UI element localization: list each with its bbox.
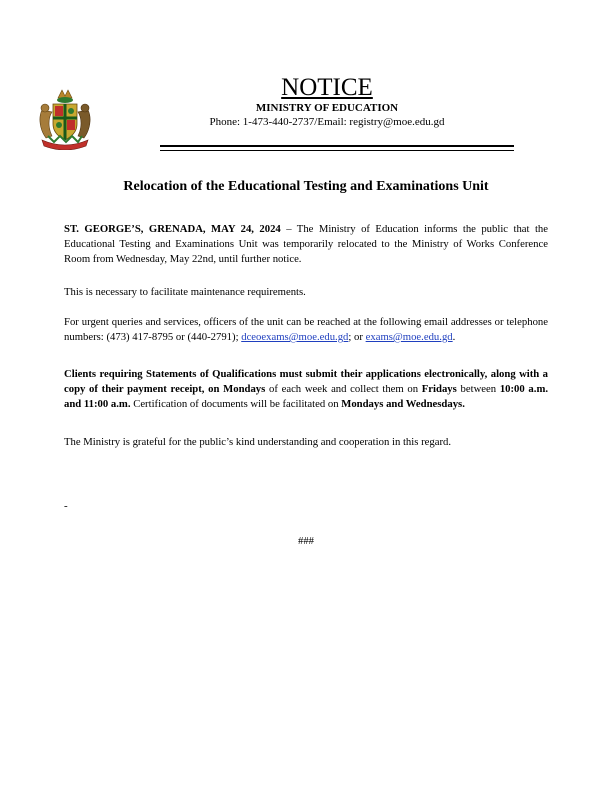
- paragraph-text: For urgent queries and services, officers of the unit can be reached at the following email addresses or telephone numbers: (473) 417-8795 or (440-2791);: [64, 316, 548, 343]
- paragraph-text: of each week and collect them on: [265, 383, 422, 395]
- stray-mark: -: [64, 500, 68, 512]
- paragraph-gratitude: The Ministry is grateful for the public’s kind understanding and cooperation in this regard.: [64, 436, 452, 448]
- paragraph-dateline: [64, 222, 548, 267]
- bold-text: Clients requiring Statements of Qualifications must submit their applications electronically, along with a copy of their payment receipt, on: [64, 368, 548, 395]
- bold-text: 10:00 a.m. and 11:00 a.m.: [64, 383, 549, 410]
- paragraph-contacts: [64, 315, 548, 345]
- paragraph-text: – The Ministry of Education informs the public that the Educational Testing and Examinations Unit was temporarily relocated to the Ministry of Works Conference Room from Wednesday, May 22nd, until further notice.: [64, 223, 548, 265]
- notice-headline: Relocation of the Educational Testing and Examinations Unit: [123, 179, 489, 194]
- paragraph-qualifications: [64, 367, 548, 412]
- coat-of-arms-icon: [36, 88, 94, 150]
- bold-text: Fridays: [421, 383, 457, 395]
- paragraph-text: between: [456, 383, 500, 395]
- email-link-dceoexams[interactable]: dceoexams@moe.edu.gd: [241, 331, 349, 343]
- end-mark: ###: [297, 535, 315, 547]
- header-rule-thin: [160, 150, 514, 151]
- bold-text: Mondays and Wednesdays.: [341, 398, 465, 410]
- ministry-name: MINISTRY OF EDUCATION: [255, 102, 399, 114]
- header-rule-thick: [160, 145, 514, 147]
- paragraph-text: .: [452, 331, 456, 343]
- contact-line: Phone: 1-473-440-2737/Email: registry@moe.edu.gd: [209, 116, 445, 128]
- page-title: NOTICE: [281, 74, 373, 101]
- paragraph-maintenance: This is necessary to facilitate maintenance requirements.: [64, 286, 306, 298]
- email-link-exams[interactable]: exams@moe.edu.gd: [365, 331, 453, 343]
- notice-header: [100, 74, 554, 129]
- paragraph-text: ; or: [348, 331, 366, 343]
- paragraph-text: Certification of documents will be facilitated on: [130, 398, 342, 410]
- dateline: ST. GEORGE’S, GRENADA, MAY 24, 2024: [64, 223, 281, 235]
- bold-text: Mondays: [223, 383, 266, 395]
